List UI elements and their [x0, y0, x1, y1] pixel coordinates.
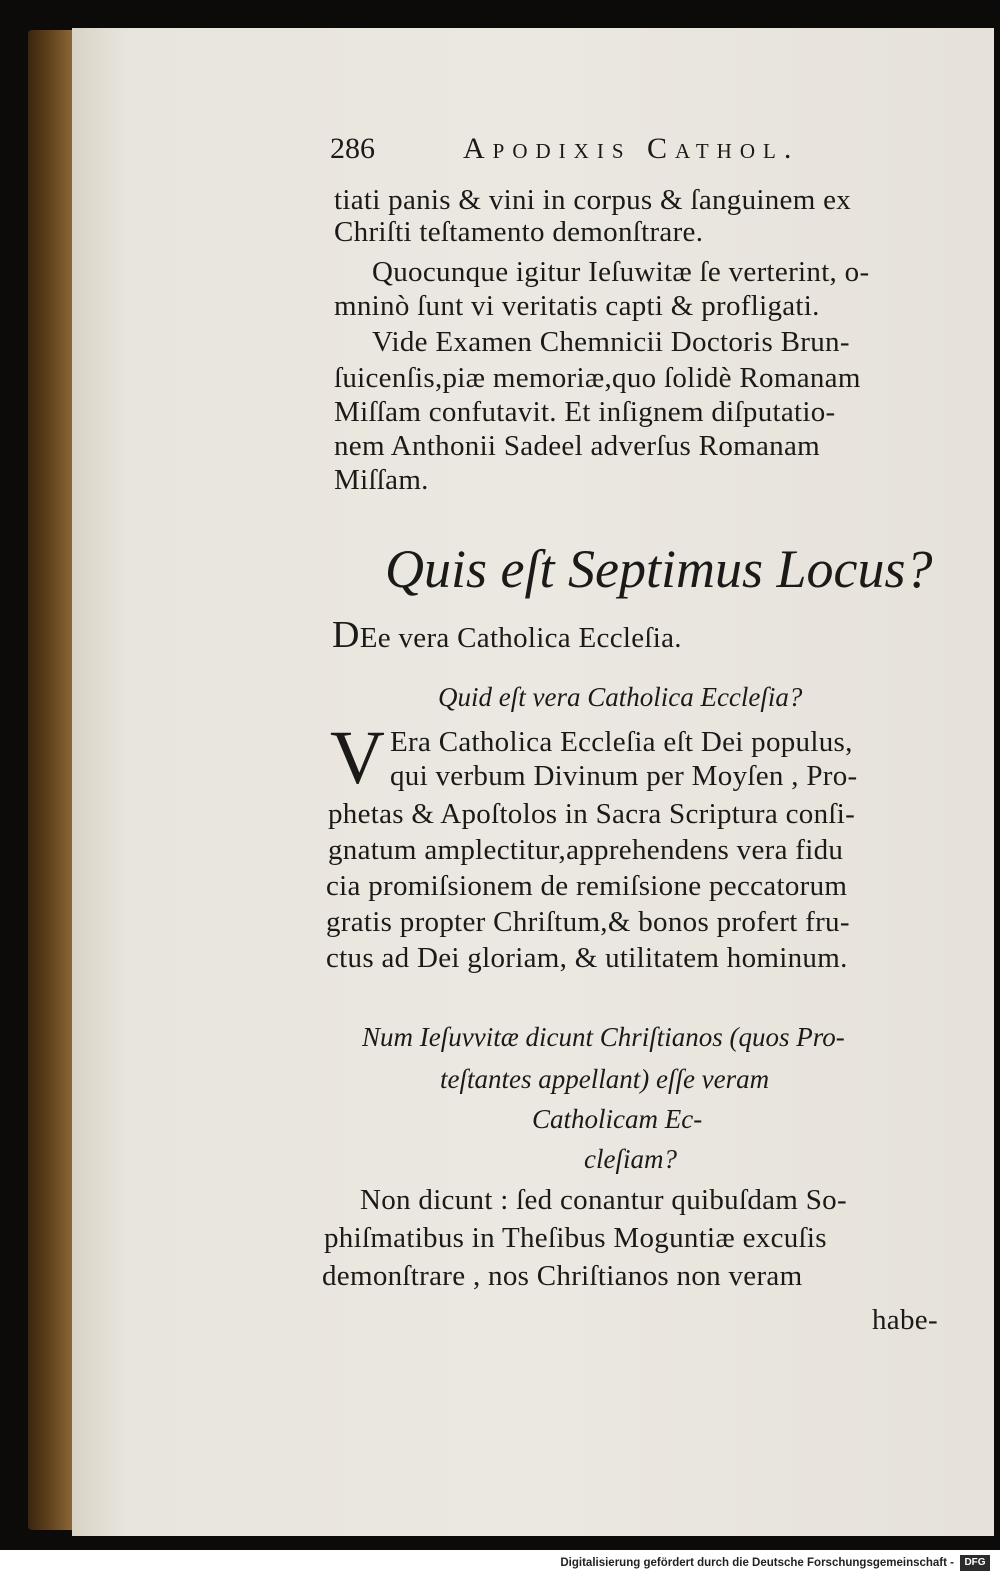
body-line: nem Anthonii Sadeel adverſus Romanam — [334, 430, 820, 462]
dfg-logo: DFG — [960, 1555, 990, 1571]
body-line: qui verbum Divinum per Moyſen , Pro- — [390, 760, 858, 792]
answer-text: Ee vera Catholica Eccleſia. — [359, 622, 682, 654]
question-heading: Quid eſt vera Catholica Eccleſia? — [438, 682, 803, 712]
drop-cap: V — [330, 716, 385, 800]
section-heading: Quis eſt Septimus Locus? — [385, 539, 933, 599]
body-line: ctus ad Dei gloriam, & utilitatem hominum. — [326, 942, 848, 974]
body-line: demonſtrare , nos Chriſtianos non veram — [322, 1260, 803, 1292]
body-line: phetas & Apoſtolos in Sacra Scriptura conſi- — [328, 798, 856, 830]
catchword: habe- — [872, 1304, 938, 1336]
running-title: Apodixis Cathol. — [463, 132, 800, 165]
section-answer — [332, 616, 682, 654]
body-line: gratis propter Chriſtum,& bonos profert fru- — [326, 906, 850, 938]
question-heading: Catholicam Ec- — [532, 1104, 703, 1134]
body-line: Vide Examen Chemnicii Doctoris Brun- — [372, 326, 850, 358]
body-line: tiati panis & vini in corpus & ſanguinem ex — [334, 184, 852, 216]
answer-initial: D — [332, 614, 360, 656]
funding-credit: Digitalisierung gefördert durch die Deutsche Forschungsgemeinschaft - — [560, 1557, 954, 1569]
body-line: Era Catholica Eccleſia eſt Dei populus, — [390, 726, 853, 758]
body-line: phiſmatibus in Theſibus Moguntiæ excuſis — [324, 1222, 827, 1254]
body-line: Miſſam confutavit. Et inſignem diſputatio- — [334, 396, 836, 428]
body-line: ſuicenſis,piæ memoriæ,quo ſolidè Romanam — [334, 362, 861, 394]
page-number: 286 — [330, 132, 375, 165]
question-heading: cleſiam? — [584, 1144, 677, 1174]
body-line: Quocunque igitur Ieſuwitæ ſe verterint, o- — [372, 256, 870, 288]
question-heading: teſtantes appellant) eſſe veram — [440, 1064, 770, 1094]
body-line: Miſſam. — [334, 464, 429, 496]
body-line: mninò ſunt vi veritatis capti & profligati. — [334, 290, 820, 322]
body-line: Chriſti teſtamento demonſtrare. — [334, 216, 704, 248]
body-line: Non dicunt : ſed conantur quibuſdam So- — [360, 1184, 847, 1216]
body-line: cia promiſsionem de remiſsione peccatorum — [326, 870, 848, 902]
body-line: gnatum amplectitur,apprehendens vera fidu — [328, 834, 844, 866]
question-heading: Num Ieſuvvitæ dicunt Chriſtianos (quos Pro- — [362, 1022, 845, 1052]
